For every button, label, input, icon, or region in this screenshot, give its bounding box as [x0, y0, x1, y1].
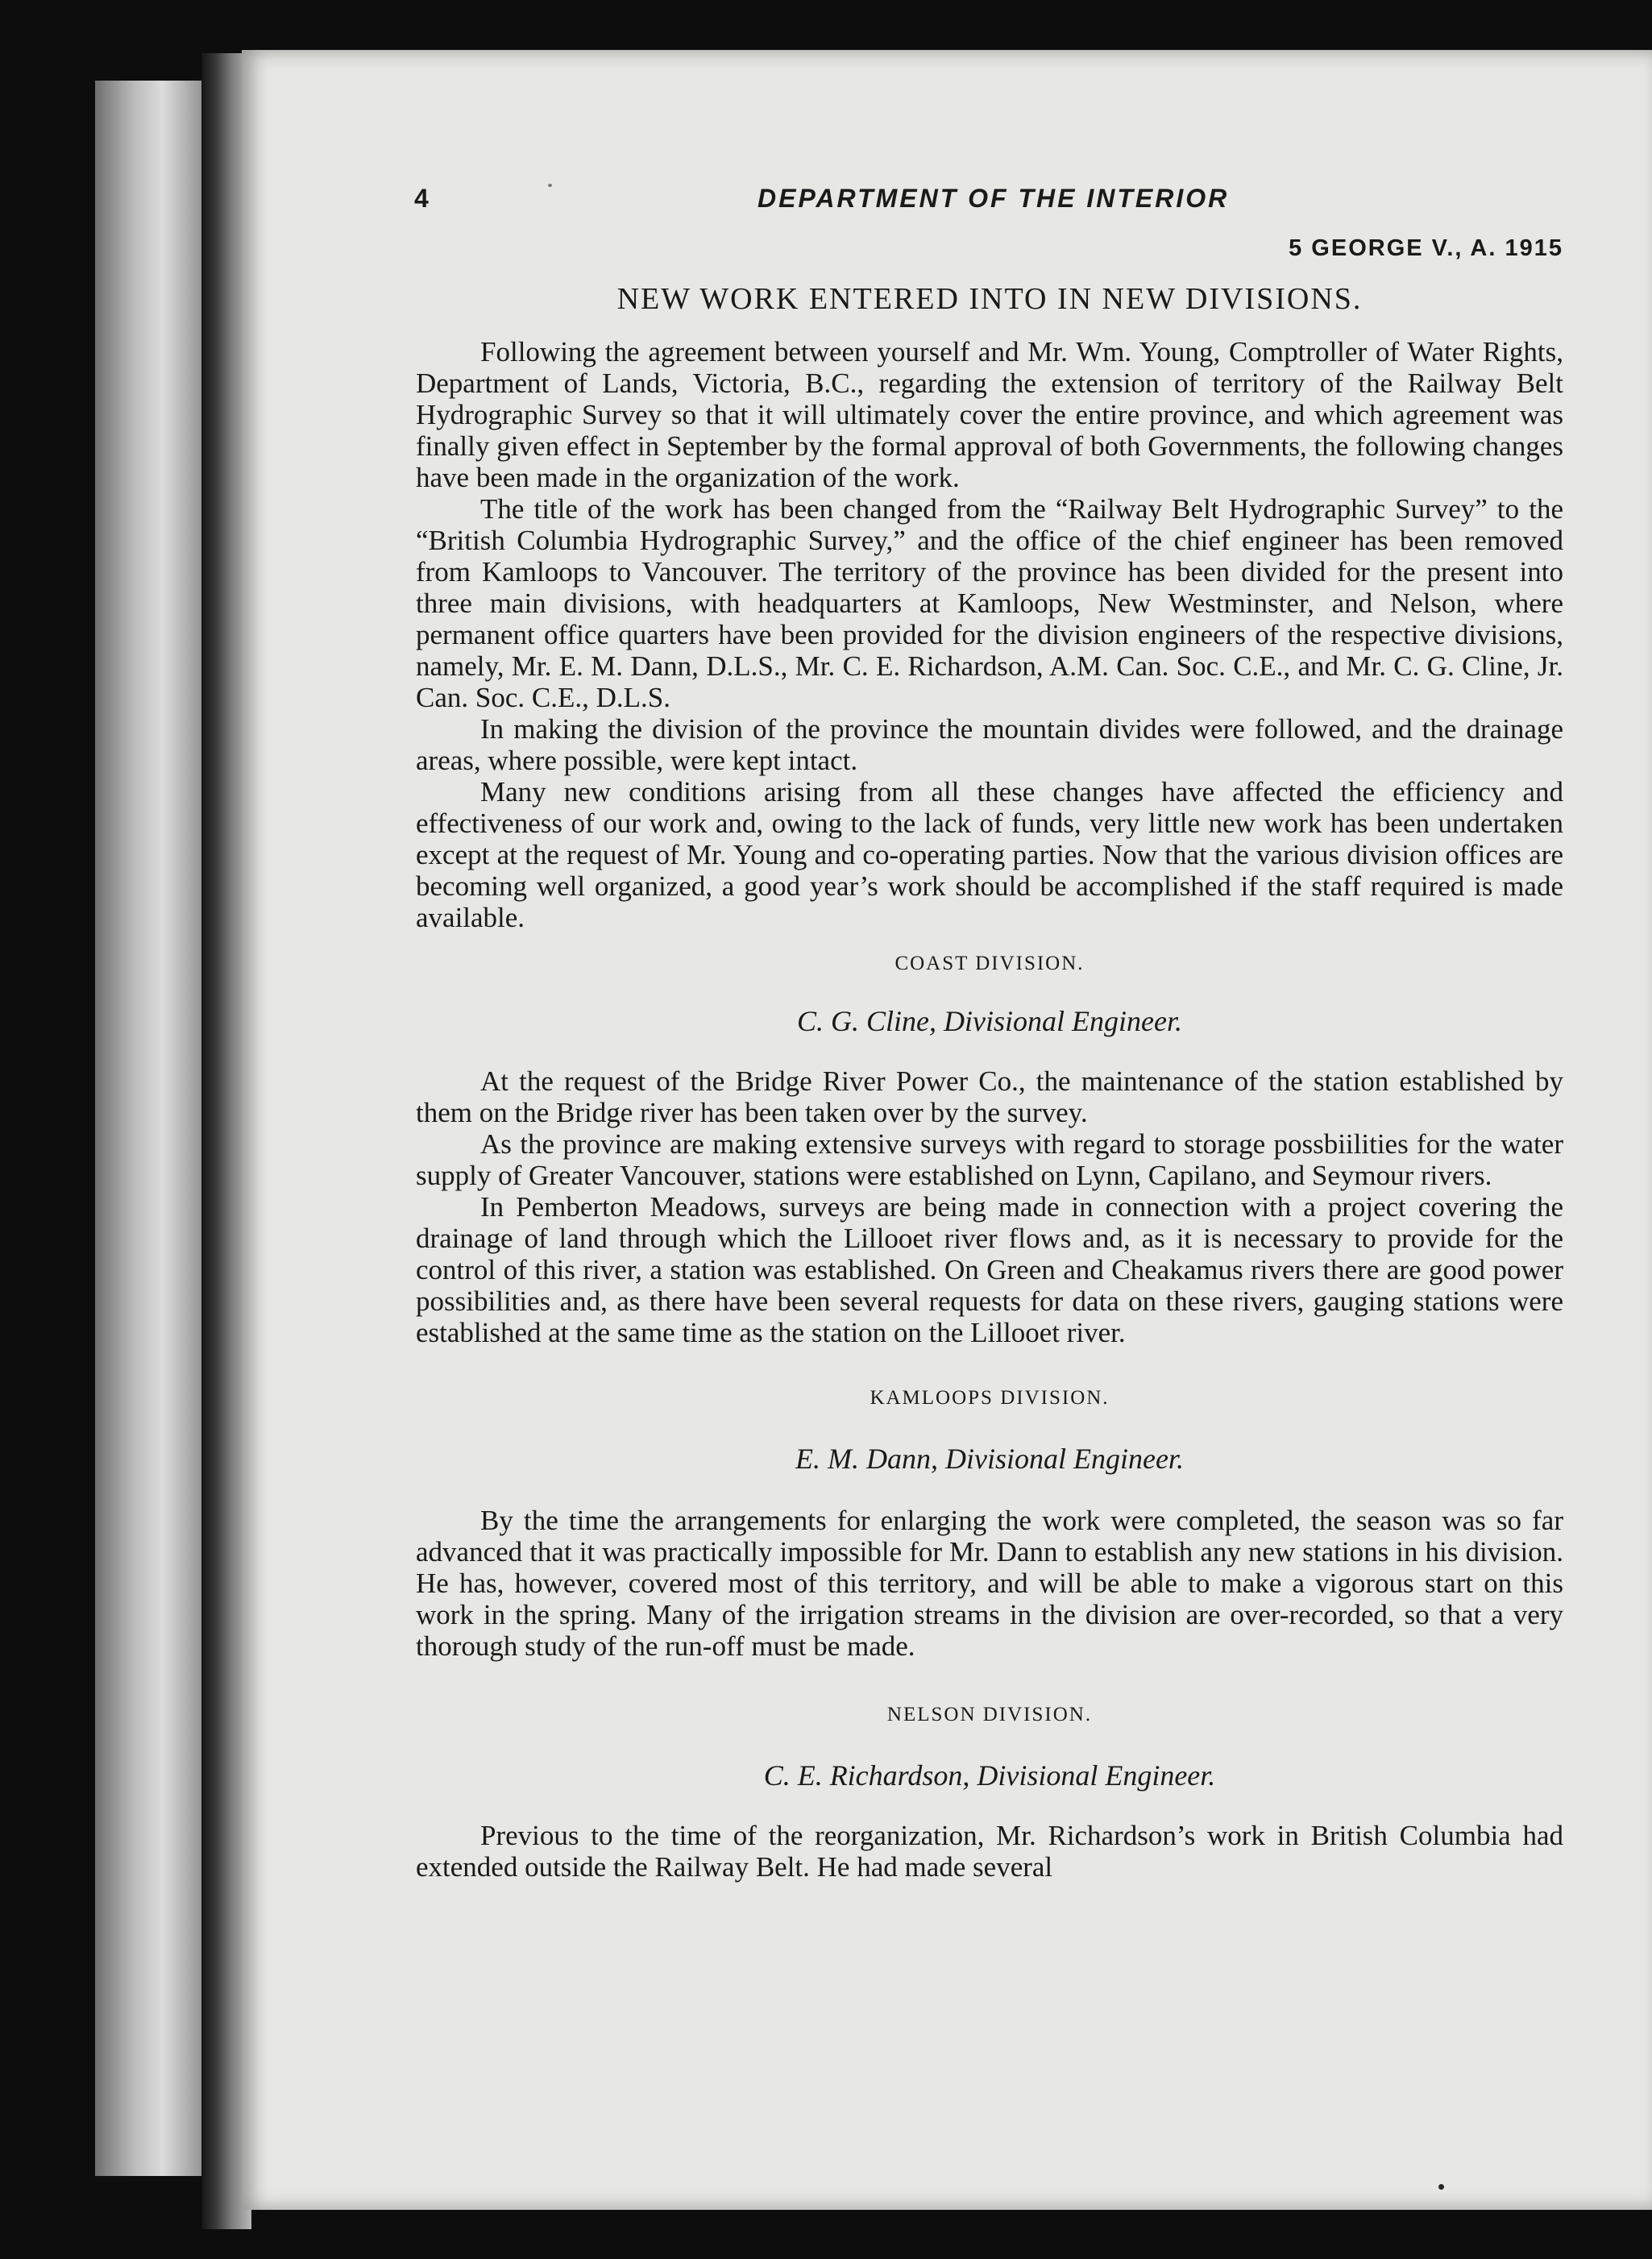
intro-paragraph: Following the agreement between yourself and Mr. Wm. Young, Comptroller of Water Rights, Department of Lands, Victoria, B.C., regarding the extension of territory of the Railway Belt Hydrographic Survey so that it will ultimately cover the entire province, and which agreement was finally given effect in September by the formal approval of both Governments, the following changes have been made in the organization of the work. — [416, 336, 1563, 493]
page-content — [416, 179, 1563, 1883]
running-head — [416, 179, 1563, 218]
intro-paragraph: In making the division of the province the mountain divides were followed, and the drainage areas, where possible, were kept intact. — [416, 713, 1563, 776]
nelson-division-engineer: C. E. Richardson, Divisional Engineer. — [763, 1759, 1216, 1792]
coast-paragraph: In Pemberton Meadows, surveys are being made in connection with a project covering the drainage of land through which the Lillooet river flows and, as it is necessary to provide for the control of this river, a station was established. On Green and Cheakamus rivers there are good power possibilities and, as there have been several requests for data on these rivers, gauging stations were established at the same time as the station on the Lillooet river. — [416, 1191, 1563, 1348]
nelson-paragraph: Previous to the time of the reorganization, Mr. Richardson’s work in British Columbia had extended outside the Railway Belt. He had made several — [416, 1820, 1563, 1883]
intro-paragraph: Many new conditions arising from all these changes have affected the efficiency and effectiveness of our work and, owing to the lack of funds, very little new work has been undertaken except at the request of Mr. Young and co-operating parties. Now that the various division offices are becoming well organized, a good year’s work should be accomplished if the staff required is made available. — [416, 776, 1563, 933]
coast-paragraph: As the province are making extensive surveys with regard to storage possbiilities for the water supply of Greater Vancouver, stations were established on Lynn, Capilano, and Seymour rivers. — [416, 1128, 1563, 1191]
department-header: DEPARTMENT OF THE INTERIOR — [758, 184, 1230, 213]
kamloops-division-engineer: E. M. Dann, Divisional Engineer. — [795, 1443, 1184, 1475]
page-number: 4 — [414, 184, 431, 213]
coast-division-engineer: C. G. Cline, Divisional Engineer. — [797, 1005, 1182, 1037]
coast-paragraph: At the request of the Bridge River Power Co., the maintenance of the station established by them on the Bridge river has been taken over by the survey. — [416, 1065, 1563, 1128]
scan-speck — [1438, 2184, 1444, 2190]
coast-division-heading: COAST DIVISION. — [894, 953, 1085, 974]
intro-paragraph: The title of the work has been changed from the “Railway Belt Hydrographic Survey” to the “British Columbia Hydrographic Survey,” and the office of the chief engineer has been removed from Kamloops to Vancouver. The territory of the province has been divided for the present into three main divisions, with headquarters at Kamloops, New Westminster, and Nelson, where permanent office quarters have been provided for the division engineers of the respective divisions, namely, Mr. E. M. Dann, D.L.S., Mr. C. E. Richardson, A.M. Can. Soc. C.E., and Mr. C. G. Cline, Jr. Can. Soc. C.E., D.L.S. — [416, 493, 1563, 713]
kamloops-paragraph: By the time the arrangements for enlarging the work were completed, the season was so far advanced that it was practically impossible for Mr. Dann to establish any new stations in his division. He has, however, covered most of this territory, and will be able to make a vigorous start on this work in the spring. Many of the irrigation streams in the division are over-recorded, so that a very thorough study of the run-off must be made. — [416, 1505, 1563, 1662]
nelson-division-heading: NELSON DIVISION. — [886, 1704, 1093, 1725]
facing-page-edge — [95, 81, 208, 2176]
section-title: NEW WORK ENTERED INTO IN NEW DIVISIONS. — [616, 282, 1363, 316]
kamloops-division-heading: KAMLOOPS DIVISION. — [870, 1387, 1110, 1409]
session-reference: 5 GEORGE V., A. 1915 — [1289, 235, 1563, 261]
